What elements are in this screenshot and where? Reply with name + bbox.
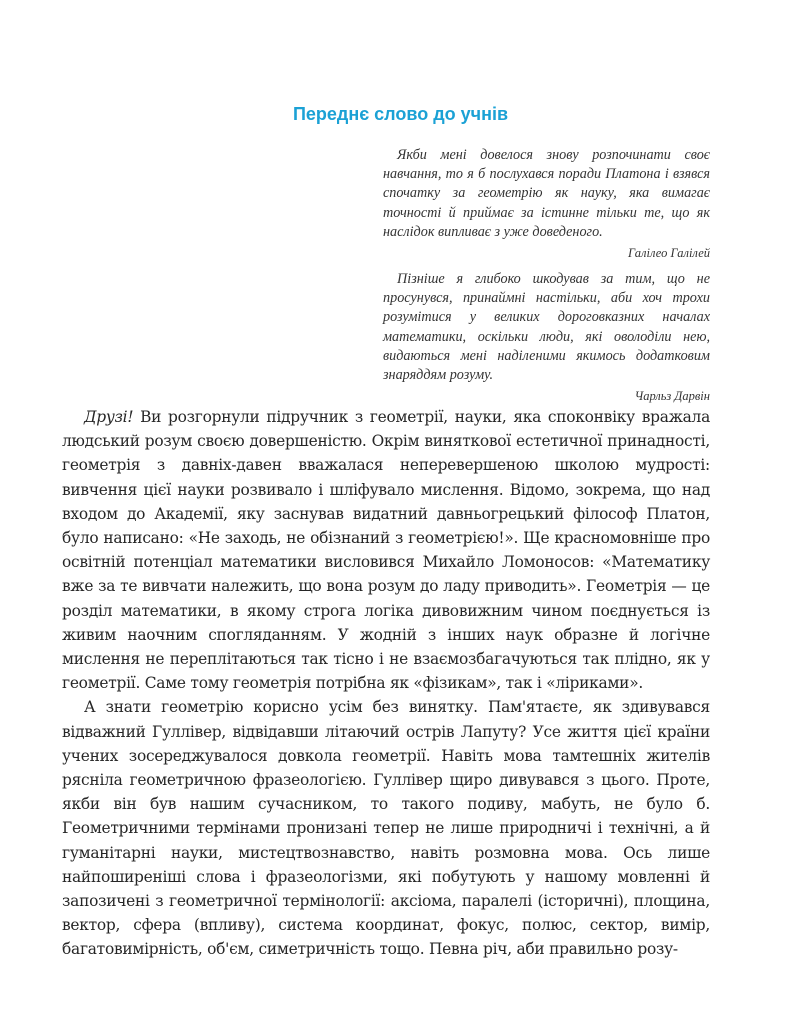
paragraph [62, 695, 710, 961]
epigraph-quote: Якби мені довелося знову розпочинати своє навчання, то я б послухався поради Платона і взявся спочатку за геометрію як науку, яка вимагає точності й приймає за істинне тільки те, що як наслідок випливає з уже доведеного. [383, 147, 710, 240]
epigraphs [383, 146, 710, 413]
body-text [62, 405, 710, 962]
page-title: Переднє слово до учнів [292, 104, 509, 124]
epigraph-quote: Пізніше я глибоко шкодував за тим, що не просунувся, принаймні настільки, аби хоч трохи розумітися у великих дороговказних началах математики, оскільки люди, які оволоділи нею, видаються мені наділеними якимось додатковим знаряддям розуму. [383, 271, 710, 384]
epigraph-author: Чарльз Дарвін [634, 389, 710, 404]
paragraph-text: А знати геометрію корисно усім без винятку. Пам'ятаєте, як здивувався відважний Гуллівер, відвідавши літаючий острів Лапуту? Усе життя цієї країни учених зосереджувалося довкола геометрії. Навіть мова тамтешніх жителів рясніла геометричною фразеологією. Гуллівер щиро дивувався з цього. Проте, якби він був нашим сучасником, то такого подиву, мабуть, не було б. Геометричними термінами пронизані тепер не лише природничі і технічні, а й гуманітарні науки, мистецтвознавство, навіть розмовна мова. Ось лише найпоширеніші слова і фразеологізми, які побутують у нашому мовленні й запозичені з геометричної термінології: аксіома, паралелі (історичні), площина, вектор, сфера (впливу), система координат, фокус, полюс, сектор, вимір, багатовимірність, об'єм, симетричність тощо. Певна річ, аби правильно розу- [62, 698, 710, 959]
paragraph-text: Ви розгорнули підручник з геометрії, науки, яка споконвіку вражала людський розум своєю довершеністю. Окрім виняткової естетичної принадності, геометрія з давніх-давен вважалася неперевершеною школою мудрості: вивчення цієї науки розвивало і шліфувало мислення. Відомо, зокрема, що над входом до Академії, яку заснував видатний давньогрецький філософ Платон, було написано: «Не заходь, не обізнаний з геометрією!». Ще красномовніше про освітній потенціал математики висловився Михайло Ломоносов: «Математику вже за те вивчати належить, що вона розум до ладу приводить». Геометрія — це розділ математики, в якому строга логіка дивовижним чином поєднується із живим наочним спогляданням. У жодній з інших наук образне й логічне мислення не переплітаються так тісно і не взаємозбагачуються так плідно, як у геометрії. Саме тому геометрія потрібна як «фізикам», так і «ліриками». [62, 408, 710, 693]
paragraph [62, 405, 710, 695]
paragraph-lead: Друзі! [84, 408, 134, 426]
epigraph-author: Галілео Галілей [627, 246, 710, 261]
